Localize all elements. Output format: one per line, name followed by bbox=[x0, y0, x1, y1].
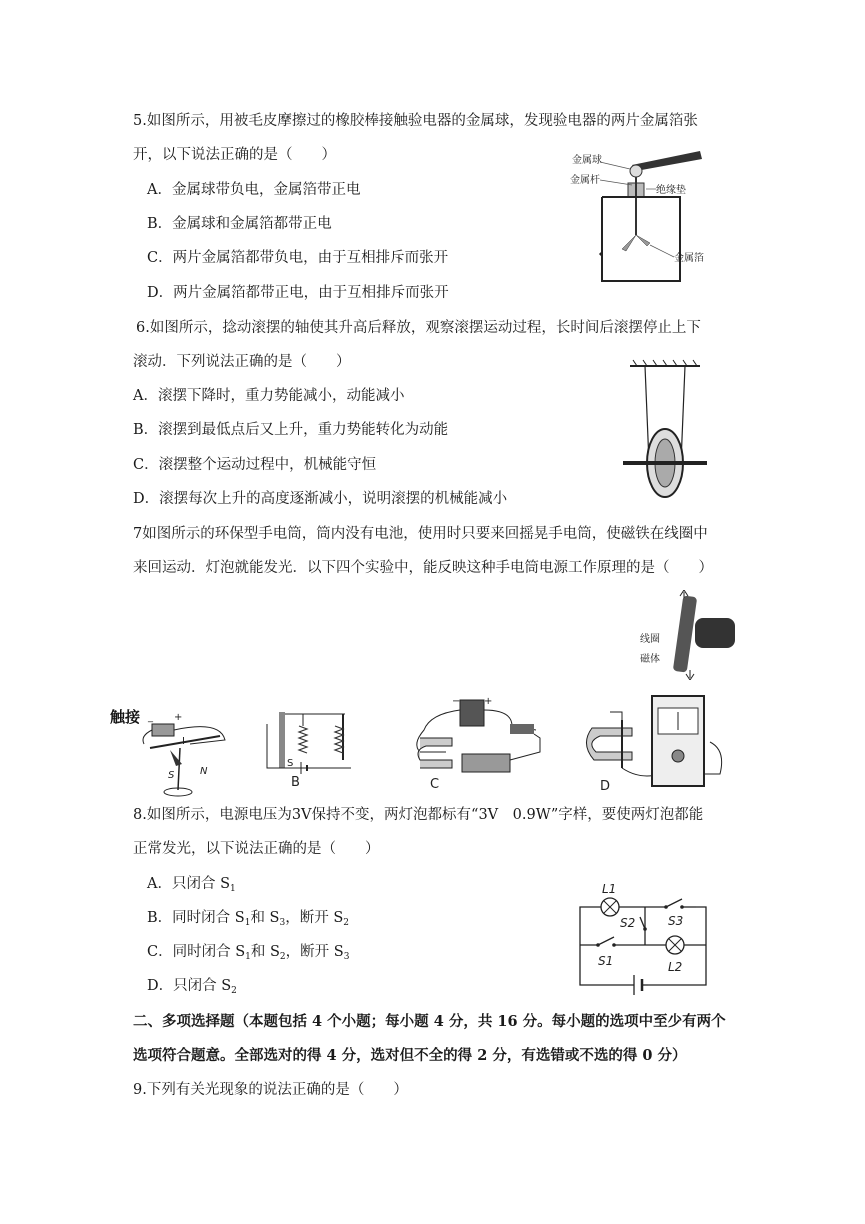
q6-option-b: B．滚摆到最低点后又上升，重力势能转化为动能 bbox=[133, 422, 449, 438]
label-s-b: S bbox=[287, 758, 294, 769]
flashlight-figure bbox=[640, 590, 740, 680]
foil-right bbox=[636, 235, 650, 246]
electroscope-figure bbox=[570, 145, 710, 285]
label-magnet: 磁体 bbox=[640, 654, 660, 665]
switch-s3 bbox=[666, 899, 682, 907]
section2-heading-line2: 选项符合题意。全部选对的得 4 分，选对但不全的得 2 分，有选错或不选的得 0 分） bbox=[133, 1047, 687, 1064]
q7-figure-b bbox=[255, 700, 375, 795]
q5-option-c: C．两片金属箔都带负电，由于互相排斥而张开 bbox=[147, 250, 449, 266]
q6-option-a: A．滚摆下降时，重力势能减小，动能减小 bbox=[133, 388, 405, 404]
label-insulator: 绝缘垫 bbox=[656, 185, 686, 196]
label-option-d: D bbox=[600, 779, 611, 794]
section2-heading-line1: 二、多项选择题（本题包括 4 个小题；每小题 4 分，共 16 分。每小题的选项中至少有两个 bbox=[133, 1013, 726, 1030]
q8-option-c: C．同时闭合 $S_1$和 $S_2$，断开 $S_3$ bbox=[147, 944, 350, 962]
q5-option-d: D．两片金属箔都带正电，由于互相排斥而张开 bbox=[147, 285, 449, 301]
label-plus-a: + bbox=[174, 712, 183, 723]
maxwell-pendulum-figure bbox=[615, 358, 715, 508]
q5-option-a: A．金属球带负电，金属箔带正电 bbox=[147, 182, 361, 198]
switch-c bbox=[510, 724, 534, 734]
label-option-b: B bbox=[291, 775, 300, 790]
switch-s1 bbox=[598, 937, 614, 945]
q6-stem-line2: 滚动．下列说法正确的是（ ） bbox=[133, 354, 351, 370]
q7-figure-d bbox=[580, 690, 730, 795]
flashlight-body bbox=[673, 595, 697, 672]
label-minus-c: − bbox=[452, 696, 461, 707]
q5-stem-line1: 5.如图所示，用被毛皮摩擦过的橡胶棒接触验电器的金属球，发现验电器的两片金属箔张 bbox=[133, 113, 698, 129]
coil-c bbox=[462, 754, 510, 772]
label-minus-a: _ bbox=[148, 712, 153, 723]
label-plus-c: + bbox=[484, 696, 493, 707]
label-s1: S1 bbox=[598, 954, 614, 968]
q8-stem-line1: 8.如图所示，电源电压为3V保持不变，两灯泡都标有“3V 0.9W”字样，要使两灯泡都能 bbox=[133, 807, 704, 823]
q7-stem-line1: 7如图所示的环保型手电筒，筒内没有电池，使用时只要来回摇晃手电筒，使磁铁在线圈中 bbox=[133, 526, 708, 542]
label-s3: S3 bbox=[668, 914, 684, 928]
hand bbox=[695, 618, 735, 648]
label-coil: 线圈 bbox=[640, 634, 660, 645]
label-option-c: C bbox=[430, 777, 440, 790]
q9-stem: 9.下列有关光现象的说法正确的是（ ） bbox=[133, 1082, 408, 1098]
circuit-figure bbox=[570, 875, 715, 1000]
q7-figure-c bbox=[400, 690, 550, 790]
q8-option-b: B．同时闭合 $S_1$和 $S_3$，断开 $S_2$ bbox=[147, 910, 349, 928]
label-s-a: S bbox=[168, 770, 175, 781]
switch-s2 bbox=[640, 917, 645, 929]
q6-option-c: C．滚摆整个运动过程中，机械能守恒 bbox=[133, 457, 377, 473]
q7-stem-line2: 来回运动．灯泡就能发光．以下四个实验中，能反映这种手电筒电源工作原理的是（ ） bbox=[133, 560, 713, 576]
foil-left bbox=[622, 235, 636, 251]
label-l2: L2 bbox=[668, 960, 683, 974]
label-foil: 金属箔 bbox=[674, 253, 704, 264]
label-metal-ball: 金属球 bbox=[572, 155, 602, 166]
rubber-rod bbox=[632, 151, 702, 171]
q8-stem-line2: 正常发光，以下说法正确的是（ ） bbox=[133, 841, 380, 857]
battery-a bbox=[152, 724, 174, 736]
metal-ball bbox=[630, 165, 642, 177]
label-l1: L1 bbox=[602, 882, 617, 896]
label-s2: S2 bbox=[620, 916, 636, 930]
label-metal-rod: 金属杆 bbox=[570, 175, 600, 186]
label-n-a: N bbox=[200, 766, 208, 777]
q7-figure-a bbox=[110, 700, 240, 800]
q5-stem-line2: 开，以下说法正确的是（ ） bbox=[133, 147, 336, 163]
magnet-c bbox=[418, 738, 452, 768]
q5-option-b: B．金属球和金属箔都带正电 bbox=[147, 216, 332, 232]
q8-option-d: D．只闭合 $S_2$ bbox=[147, 978, 237, 996]
magnet-d bbox=[586, 728, 632, 760]
q6-option-d: D．滚摆每次上升的高度逐渐减小，说明滚摆的机械能减小 bbox=[133, 491, 508, 507]
label-touch: 触接 bbox=[110, 708, 141, 726]
q8-option-a: A．只闭合 $S_1$ bbox=[147, 876, 236, 894]
q6-stem-line1: 6.如图所示，捻动滚摆的轴使其升高后释放，观察滚摆运动过程，长时间后滚摆停止上下 bbox=[136, 320, 701, 336]
battery-c bbox=[460, 700, 484, 726]
